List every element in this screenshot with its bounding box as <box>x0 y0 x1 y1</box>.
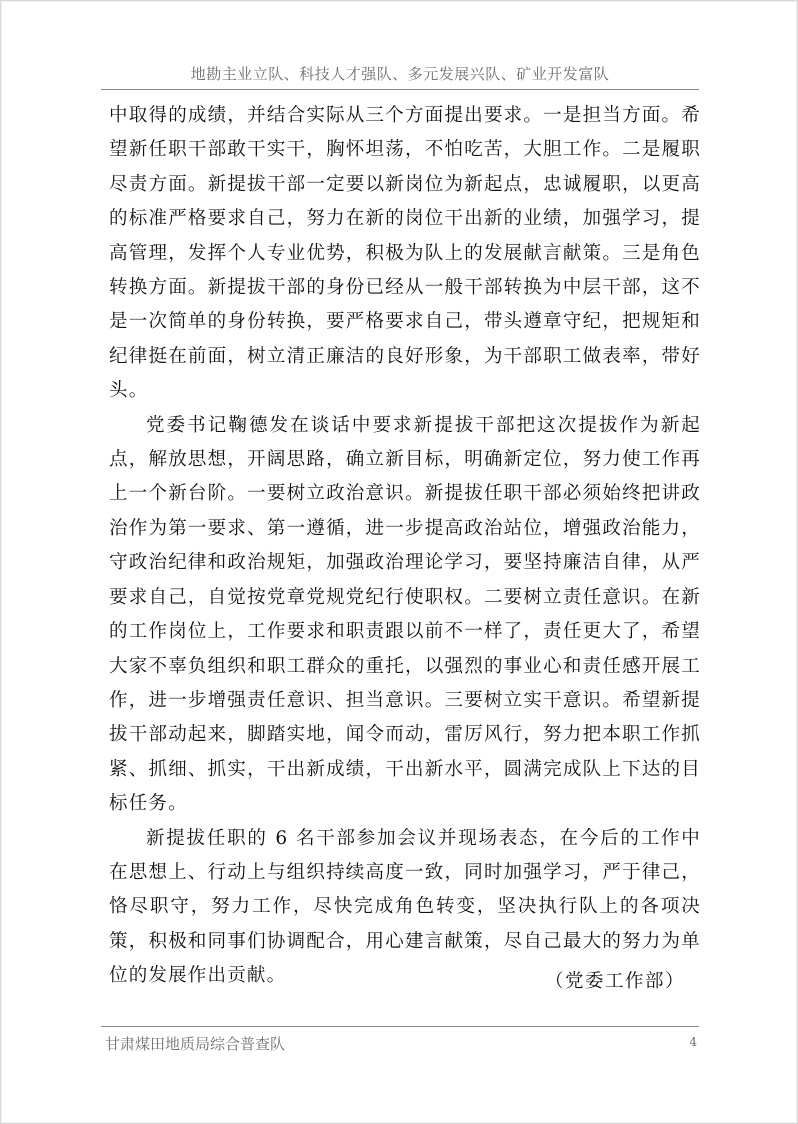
article-body <box>109 99 701 994</box>
page-number: 4 <box>689 1035 697 1049</box>
footer-organization: 甘肃煤田地质局综合普查队 <box>105 1035 286 1053</box>
footer-divider <box>101 1026 699 1027</box>
page-header: 地勘主业立队、科技人才强队、多元发展兴队、矿业开发富队 <box>190 65 610 83</box>
paragraph: 新提拔任职的 6 名干部参加会议并现场表态，在今后的工作中在思想上、行动上与组织持续高度一致，同时加强学习，严于律己，恪尽职守，努力工作，尽快完成角色转变，坚决执行队上的各项决策，积极和同事们协调配合，用心建言献策，尽自己最大的努力为单位的发展作出贡献。 <box>109 827 701 987</box>
signature: （党委工作部） <box>544 971 685 992</box>
header-divider <box>101 89 699 90</box>
paragraph: 党委书记鞠德发在谈话中要求新提拔干部把这次提拔作为新起点，解放思想，开阔思路，确立新目标，明确新定位，努力使工作再上一个新台阶。一要树立政治意识。新提拔任职干部必须始终把讲政治作为第一要求、第一遵循，进一步提高政治站位，增强政治能力，守政治纪律和政治规矩，加强政治理论学习，要坚持廉洁自律，从严要求自己，自觉按党章党规党纪行使职权。二要树立责任意识。在新的工作岗位上，工作要求和职责跟以前不一样了，责任更大了，希望大家不辜负组织和职工群众的重托，以强烈的事业心和责任感开展工作，进一步增强责任意识、担当意识。三要树立实干意识。希望新提拔干部动起来，脚踏实地，闻令而动，雷厉风行，努力把本职工作抓紧、抓细、抓实，干出新成绩，干出新水平，圆满完成队上下达的目标任务。 <box>109 414 701 815</box>
paragraph: 中取得的成绩，并结合实际从三个方面提出要求。一是担当方面。希望新任职干部敢干实干，胸怀坦荡，不怕吃苦，大胆工作。二是履职尽责方面。新提拔干部一定要以新岗位为新起点，忠诚履职，以更高的标准严格要求自己，努力在新的岗位干出新的业绩，加强学习，提高管理，发挥个人专业优势，积极为队上的发展献言献策。三是角色转换方面。新提拔干部的身份已经从一般干部转换为中层干部，这不是一次简单的身份转换，要严格要求自己，带头遵章守纪，把规矩和纪律挺在前面，树立清正廉洁的良好形象，为干部职工做表率，带好头。 <box>109 105 701 402</box>
